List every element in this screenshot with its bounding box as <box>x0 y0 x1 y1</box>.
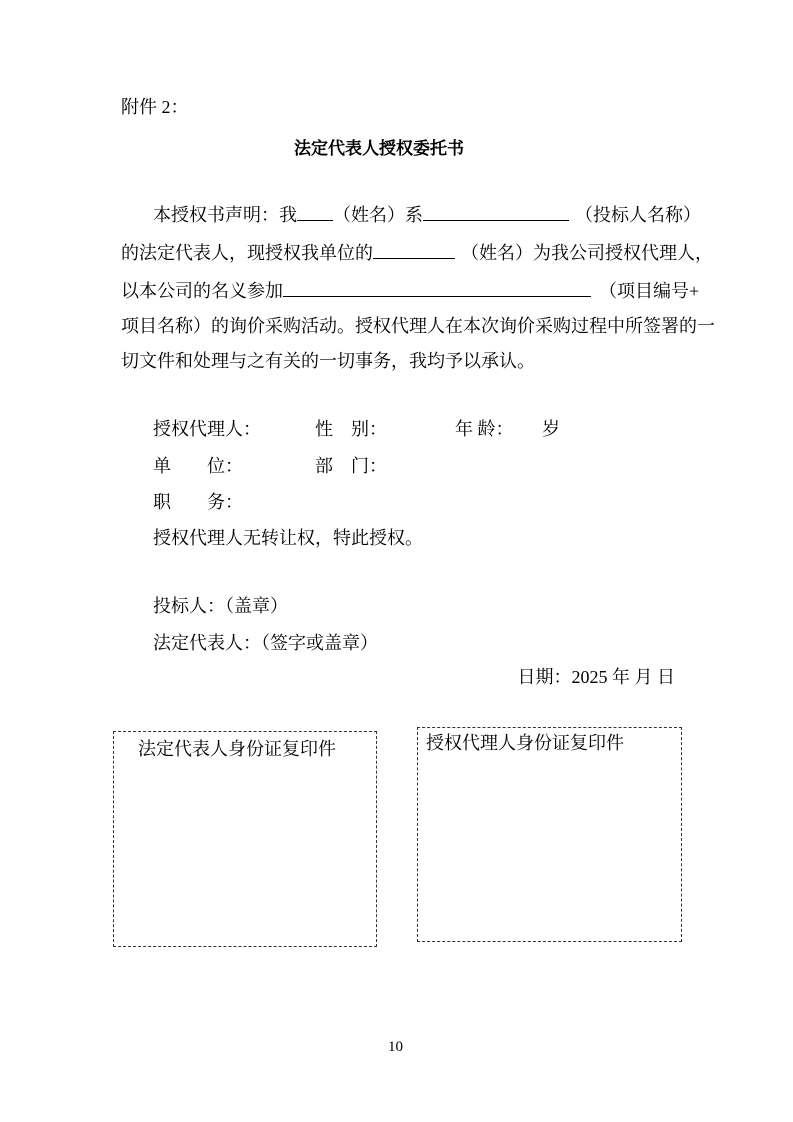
statement-line-4: 项目名称）的询价采购活动。授权代理人在本次询价采购过程中所签署的一 <box>121 316 715 336</box>
statement-line-3 <box>121 278 699 302</box>
legal-rep-sign-label: 法定代表人：（签字或盖章） <box>153 633 378 653</box>
no-transfer-text: 授权代理人无转让权，特此授权。 <box>153 528 423 548</box>
agent-label: 授权代理人： <box>153 419 261 439</box>
statement-line-2 <box>121 240 713 264</box>
position-label: 职 务： <box>153 492 243 512</box>
legal-rep-id-box <box>113 731 377 947</box>
statement-line-5: 切文件和处理与之有关的一切事务，我均予以承认。 <box>121 351 535 371</box>
agent-id-label: 授权代理人身份证复印件 <box>426 733 624 753</box>
statement-text-f: 以本公司的名义参加 <box>121 281 283 301</box>
age-label: 年 龄： <box>455 419 514 439</box>
age-unit: 岁 <box>542 419 560 439</box>
statement-text-d: 的法定代表人，现授权我单位的 <box>121 243 373 263</box>
statement-text-g: （项目编号+ <box>599 281 700 301</box>
bidder-seal-label: 投标人：（盖章） <box>153 596 288 616</box>
bidder-name-blank[interactable] <box>423 202 569 221</box>
document-title: 法定代表人授权委托书 <box>294 139 464 159</box>
legal-rep-id-label: 法定代表人身份证复印件 <box>138 739 336 759</box>
statement-text-e: （姓名）为我公司授权代理人， <box>461 243 713 263</box>
project-blank[interactable] <box>283 278 591 297</box>
statement-text-a: 本授权书声明：我 <box>153 205 297 225</box>
name-blank[interactable] <box>297 202 333 221</box>
statement-text-b: （姓名）系 <box>333 205 423 225</box>
agent-id-box <box>417 727 682 942</box>
gender-label: 性 别： <box>315 419 387 439</box>
page-number: 10 <box>388 1039 403 1055</box>
dept-label: 部 门： <box>315 456 387 476</box>
attachment-label: 附件 2： <box>121 97 189 117</box>
unit-label: 单 位： <box>153 456 243 476</box>
statement-text-c: （投标人名称） <box>575 205 701 225</box>
agent-name-blank[interactable] <box>373 240 455 259</box>
date-line: 日期：2025 年 月 日 <box>517 667 675 687</box>
statement-line-1 <box>153 202 701 226</box>
